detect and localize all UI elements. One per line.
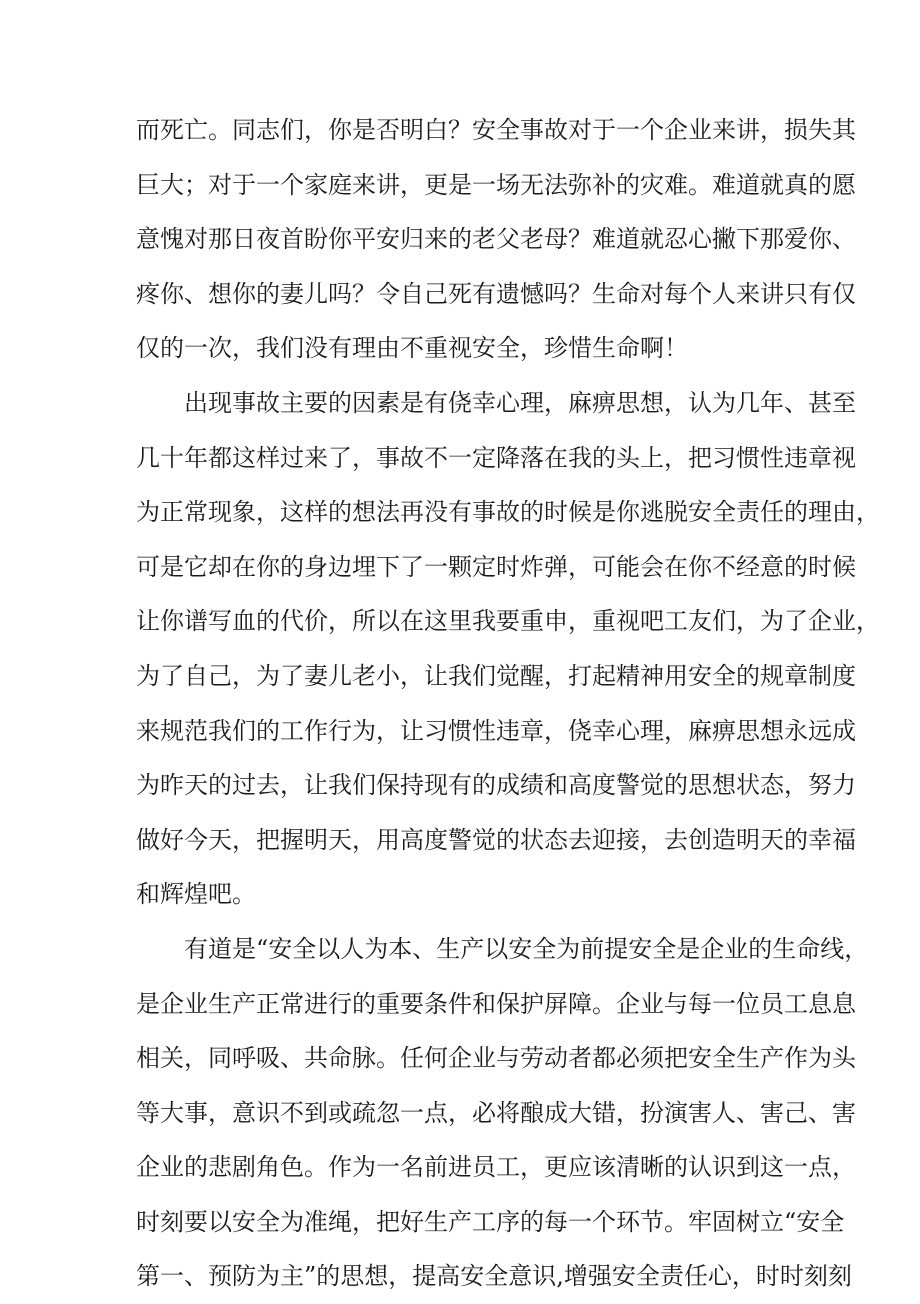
paragraph-3-line-3: 相关，同呼吸、共命脉。任何企业与劳动者都必须把安全生产作为头 — [136, 1044, 856, 1073]
paragraph-3-line-7: 第一、预防为主”的思想，提高安全意识,增强安全责任心，时时刻刻 — [136, 1262, 852, 1291]
document-body — [136, 103, 880, 1304]
paragraph-2-line-4: 可是它却在你的身边埋下了一颗定时炸弹，可能会在你不经意的时候 — [136, 552, 856, 581]
paragraph-2-line-3: 为正常现象，这样的想法再没有事故的时候是你逃脱安全责任的理由， — [136, 498, 880, 527]
paragraph-2-line-6: 为了自己，为了妻儿老小，让我们觉醒，打起精神用安全的规章制度 — [136, 661, 856, 690]
paragraph-3-line-2: 是企业生产正常进行的重要条件和保护屏障。企业与每一位员工息息 — [136, 989, 856, 1018]
paragraph-1-line-4: 疼你、想你的妻儿吗？令自己死有遗憾吗？生命对每个人来讲只有仅 — [136, 279, 856, 308]
paragraph-2-line-5: 让你谱写血的代价，所以在这里我要重申，重视吧工友们，为了企业， — [136, 607, 880, 636]
paragraph-2-line-8: 为昨天的过去，让我们保持现有的成绩和高度警觉的思想状态，努力 — [136, 771, 856, 800]
paragraph-1-line-5: 仅的一次，我们没有理由不重视安全，珍惜生命啊！ — [136, 334, 688, 363]
paragraph-1-line-3: 意愧对那日夜首盼你平安归来的老父老母？难道就忍心撇下那爱你、 — [136, 225, 856, 254]
paragraph-2-line-2: 几十年都这样过来了，事故不一定降落在我的头上，把习惯性违章视 — [136, 443, 856, 472]
paragraph-3-line-5: 企业的悲剧角色。作为一名前进员工，更应该清晰的认识到这一点， — [136, 1153, 856, 1182]
paragraph-1-line-2: 巨大；对于一个家庭来讲，更是一场无法弥补的灾难。难道就真的愿 — [136, 170, 856, 199]
paragraph-3-line-1: 有道是“安全以人为本、生产以安全为前提安全是企业的生命线， — [184, 934, 869, 963]
paragraph-2-line-9: 做好今天，把握明天，用高度警觉的状态去迎接，去创造明天的幸福 — [136, 825, 856, 854]
paragraph-2-line-7: 来规范我们的工作行为，让习惯性违章，侥幸心理，麻痹思想永远成 — [136, 716, 856, 745]
paragraph-2-line-1: 出现事故主要的因素是有侥幸心理，麻痹思想，认为几年、甚至 — [184, 388, 856, 417]
paragraph-2-line-10: 和辉煌吧。 — [136, 880, 256, 909]
paragraph-1-line-1: 而死亡。同志们，你是否明白？安全事故对于一个企业来讲，损失其 — [136, 116, 856, 144]
paragraph-3-line-4: 等大事，意识不到或疏忽一点，必将酿成大错，扮演害人、害己、害 — [136, 1098, 856, 1127]
paragraph-3-line-6: 时刻要以安全为准绳，把好生产工序的每一个环节。牢固树立“安全 — [136, 1207, 845, 1236]
